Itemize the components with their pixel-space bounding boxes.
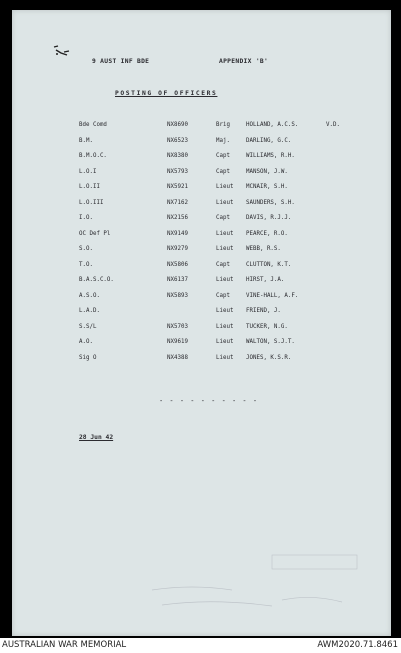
service-number: NX6137 — [167, 277, 188, 283]
officer-name: HIRST, J.A. — [246, 277, 285, 283]
officer-row — [12, 122, 391, 138]
document-page — [12, 10, 391, 636]
officer-name: DARLING, G.C. — [246, 137, 292, 144]
service-number: NX5921 — [167, 184, 188, 190]
service-number: NX2156 — [167, 215, 188, 221]
officer-rank: Capt — [216, 261, 230, 268]
officer-role: L.O.I — [79, 168, 97, 175]
officer-role: B.M. — [79, 137, 93, 144]
officer-rank: Lieut — [216, 246, 234, 252]
service-number: NX9619 — [167, 339, 188, 345]
officer-role: S.O. — [79, 246, 93, 252]
officer-role: Sig O — [79, 354, 97, 361]
officer-row — [12, 308, 391, 324]
officer-role: S.S/L — [79, 323, 97, 330]
officer-name: CLUTTON, K.T. — [246, 261, 292, 268]
service-number: NX5703 — [167, 323, 188, 330]
officer-row — [12, 246, 391, 262]
post-nominals: V.D. — [326, 122, 340, 128]
officer-list — [12, 122, 391, 370]
unit-heading: 9 AUST INF BDE — [92, 58, 150, 65]
officer-name: MCNAIR, S.H. — [246, 184, 288, 190]
bleed-through-marks — [132, 550, 362, 620]
officer-role: B.A.S.C.O. — [79, 277, 114, 283]
officer-name: WILLIAMS, R.H. — [246, 153, 295, 159]
officer-row — [12, 324, 391, 340]
officer-row — [12, 231, 391, 247]
officer-row — [12, 169, 391, 185]
officer-name: FRIEND, J. — [246, 308, 281, 314]
archive-footer — [0, 638, 401, 653]
officer-rank: Lieut — [216, 230, 234, 237]
officer-rank: Lieut — [216, 277, 234, 283]
officer-row — [12, 293, 391, 309]
officer-role: A.O. — [79, 339, 93, 345]
appendix-heading: APPENDIX 'B' — [219, 58, 269, 65]
officer-rank: Brig — [216, 122, 230, 128]
service-number: NX9279 — [167, 246, 188, 252]
officer-name: HOLLAND, A.C.S. — [246, 122, 299, 128]
document-title: POSTING OF OFFICERS — [115, 90, 218, 97]
service-number: NX5806 — [167, 261, 188, 268]
officer-rank: Lieut — [216, 308, 234, 314]
service-number: NX5893 — [167, 292, 188, 299]
officer-rank: Lieut — [216, 339, 234, 345]
officer-row — [12, 339, 391, 355]
service-number: NX6523 — [167, 137, 188, 144]
officer-rank: Capt — [216, 168, 230, 175]
officer-role: OC Def Pl — [79, 230, 111, 237]
officer-row — [12, 262, 391, 278]
service-number: NX9149 — [167, 230, 188, 237]
officer-row — [12, 355, 391, 371]
officer-row — [12, 138, 391, 154]
officer-role: B.M.O.C. — [79, 153, 107, 159]
officer-name: WEBB, R.S. — [246, 246, 281, 252]
officer-rank: Lieut — [216, 184, 234, 190]
officer-role: Bde Comd — [79, 122, 107, 128]
officer-role: T.O. — [79, 261, 93, 268]
service-number: NX4388 — [167, 354, 188, 361]
officer-name: VINE-HALL, A.F. — [246, 292, 299, 299]
officer-role: L.O.II — [79, 184, 100, 190]
officer-rank: Lieut — [216, 323, 234, 330]
officer-role: A.S.O. — [79, 292, 100, 299]
officer-role: I.O. — [79, 215, 93, 221]
officer-row — [12, 153, 391, 169]
service-number: NX8380 — [167, 153, 188, 159]
officer-name: WALTON, S.J.T. — [246, 339, 295, 345]
officer-row — [12, 200, 391, 216]
officer-role: L.O.III — [79, 199, 104, 206]
officer-name: DAVIS, R.J.J. — [246, 215, 292, 221]
officer-rank: Lieut — [216, 354, 234, 361]
officer-name: TUCKER, N.G. — [246, 323, 288, 330]
officer-row — [12, 215, 391, 231]
officer-rank: Lieut — [216, 199, 234, 206]
officer-name: SAUNDERS, S.H. — [246, 199, 295, 206]
officer-rank: Capt — [216, 215, 230, 221]
officer-row — [12, 277, 391, 293]
ink-mark-icon — [52, 44, 72, 58]
service-number: NX8690 — [167, 122, 188, 128]
officer-rank: Maj. — [216, 137, 230, 144]
officer-row — [12, 184, 391, 200]
footer-institution: AUSTRALIAN WAR MEMORIAL — [2, 640, 127, 650]
officer-rank: Capt — [216, 153, 230, 159]
footer-accession-number: AWM2020.71.8461 — [317, 640, 398, 650]
officer-role: L.A.D. — [79, 308, 100, 314]
document-date: 28 Jun 42 — [79, 434, 114, 441]
officer-name: JONES, K.S.R. — [246, 354, 292, 361]
officer-name: MANSON, J.W. — [246, 168, 288, 175]
service-number: NX5793 — [167, 168, 188, 175]
separator-line: - - - - - - - - - - — [159, 397, 259, 405]
officer-rank: Capt — [216, 292, 230, 299]
service-number: NX7162 — [167, 199, 188, 206]
officer-name: PEARCE, R.O. — [246, 230, 288, 237]
